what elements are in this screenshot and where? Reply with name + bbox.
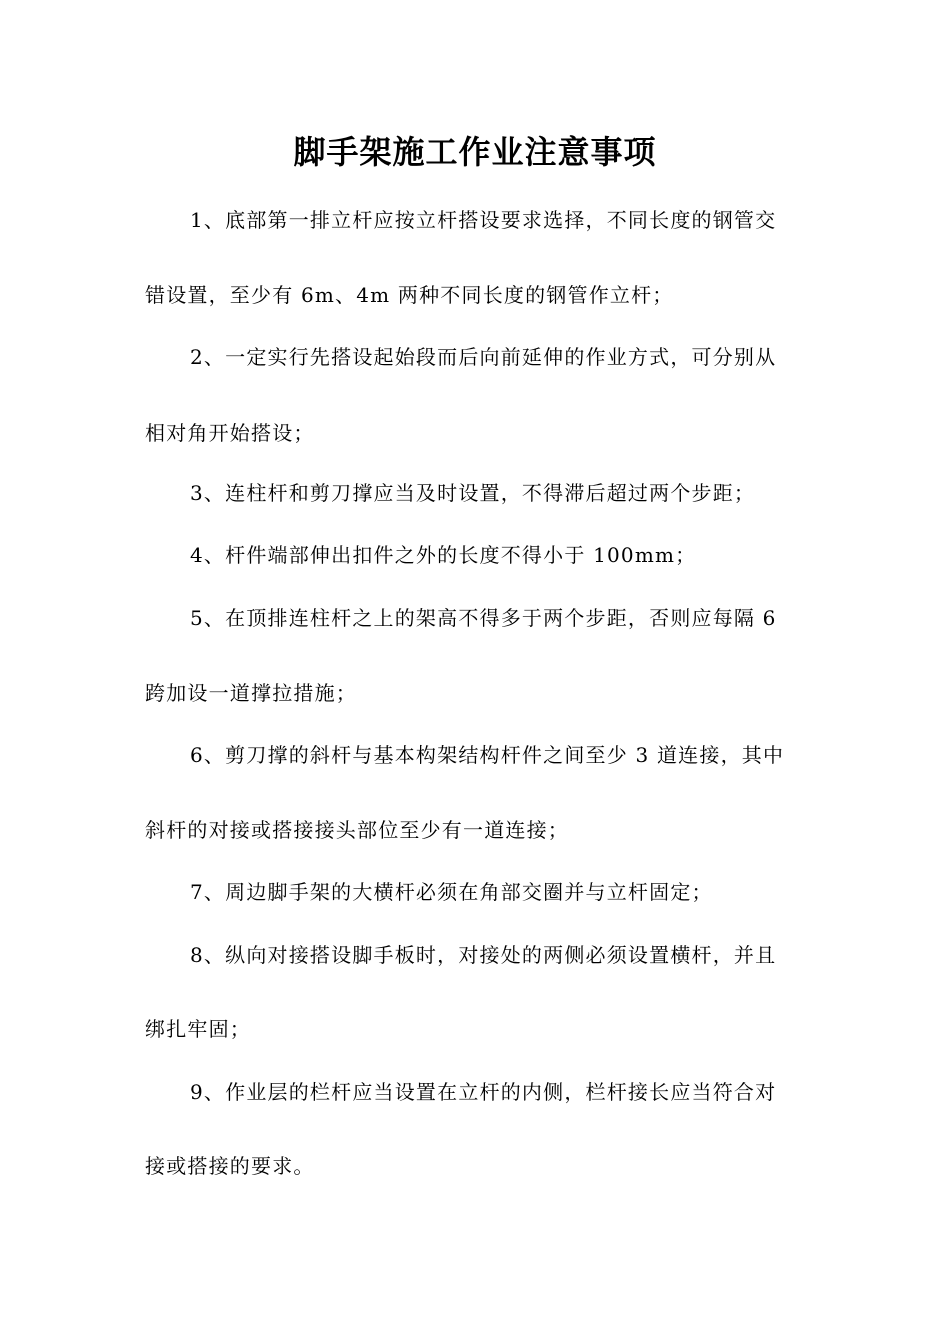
- item-5-line-2: 跨加设一道撑拉措施；: [145, 681, 357, 705]
- item-5-line-1: 5、在顶排连柱杆之上的架高不得多于两个步距，否则应每隔 6: [190, 606, 777, 630]
- item-9-line-1: 9、作业层的栏杆应当设置在立杆的内侧，栏杆接长应当符合对: [190, 1080, 777, 1104]
- item-7-line-1: 7、周边脚手架的大横杆必须在角部交圈并与立杆固定；: [190, 880, 713, 904]
- item-1-line-1: 1、底部第一排立杆应按立杆搭设要求选择，不同长度的钢管交: [190, 208, 777, 232]
- item-6-line-1: 6、剪刀撑的斜杆与基本构架结构杆件之间至少 3 道连接，其中: [190, 743, 785, 767]
- item-8-line-2: 绑扎牢固；: [145, 1017, 251, 1041]
- item-2-line-1: 2、一定实行先搭设起始段而后向前延伸的作业方式，可分别从: [190, 345, 777, 369]
- document-title: 脚手架施工作业注意事项: [293, 133, 657, 171]
- item-9-line-2: 接或搭接的要求。: [145, 1154, 315, 1178]
- item-6-line-2: 斜杆的对接或搭接接头部位至少有一道连接；: [145, 818, 569, 842]
- item-1-line-2: 错设置，至少有 6m、4m 两种不同长度的钢管作立杆；: [145, 283, 674, 307]
- item-8-line-1: 8、纵向对接搭设脚手板时，对接处的两侧必须设置横杆，并且: [190, 943, 777, 967]
- item-2-line-2: 相对角开始搭设；: [145, 421, 315, 445]
- item-4-line-1: 4、杆件端部伸出扣件之外的长度不得小于 100mm；: [190, 543, 697, 567]
- item-3-line-1: 3、连柱杆和剪刀撑应当及时设置，不得滞后超过两个步距；: [190, 481, 756, 505]
